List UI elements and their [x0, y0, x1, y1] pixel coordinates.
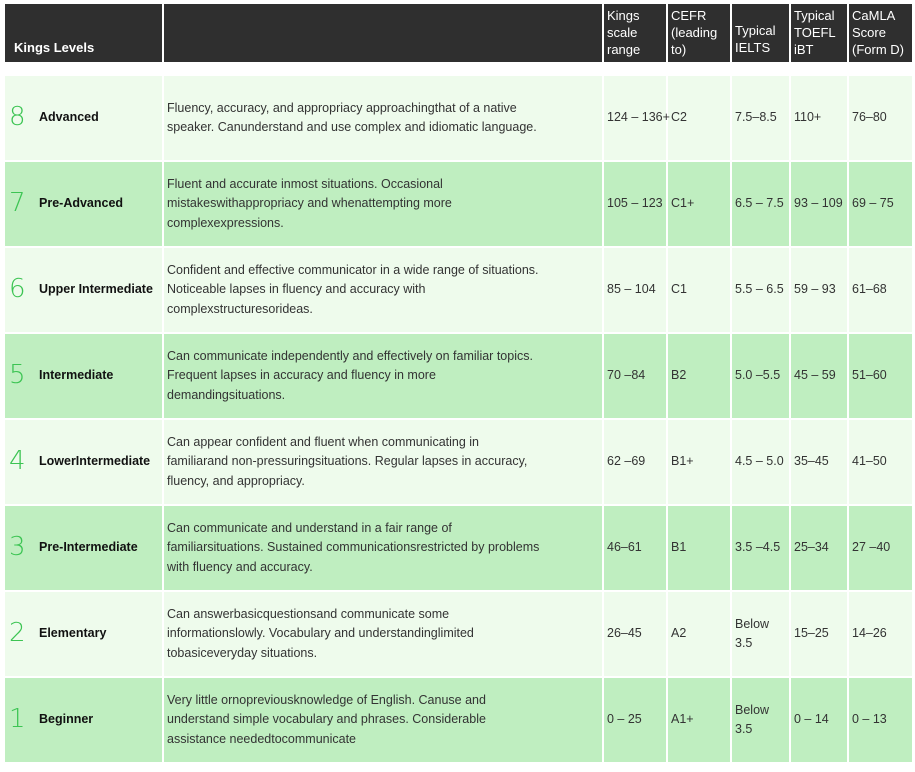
toefl-score: 110+ [791, 76, 847, 162]
ielts-score: 7.5–8.5 [732, 76, 789, 162]
ielts-score: Below 3.5 [732, 592, 789, 678]
kings-range: 26–45 [604, 592, 666, 678]
cefr-level: B2 [668, 334, 730, 420]
cefr-level: C1+ [668, 162, 730, 248]
level-cell [5, 248, 162, 334]
ielts-score: 4.5 – 5.0 [732, 420, 789, 506]
header-levels: Kings Levels [5, 4, 162, 62]
table-row [5, 162, 912, 248]
toefl-score: 93 – 109 [791, 162, 847, 248]
level-description: Can communicate and understand in a fair range of familiarsituations. Sustained communicationsrestricted by problems with fluency and accuracy. [164, 506, 602, 592]
cefr-level: C1 [668, 248, 730, 334]
spacer-row [5, 62, 912, 76]
level-description: Fluency, accuracy, and appropriacy approachingthat of a native speaker. Canunderstand and use complex and idiomatic language. [164, 76, 602, 162]
level-number: 1 [9, 704, 26, 735]
ielts-score: Below 3.5 [732, 678, 789, 764]
level-name: Intermediate [39, 368, 114, 383]
level-description: Can answerbasicquestionsand communicate some informationslowly. Vocabulary and understandinglimited tobasiceveryday situations. [164, 592, 602, 678]
header-row [5, 4, 912, 62]
level-name: Advanced [39, 110, 99, 125]
camla-score: 69 – 75 [849, 162, 912, 248]
table-row [5, 420, 912, 506]
header-ielts: Typical IELTS [732, 4, 789, 62]
toefl-score: 45 – 59 [791, 334, 847, 420]
level-name: Pre-Advanced [39, 196, 124, 211]
toefl-score: 59 – 93 [791, 248, 847, 334]
level-description: Very little ornopreviousknowledge of English. Canuse and understand simple vocabulary and phrases. Considerable assistance neededtocommunicate [164, 678, 602, 764]
level-description: Fluent and accurate inmost situations. Occasional mistakeswithappropriacy and whenattempting more complexexpressions. [164, 162, 602, 248]
header-toefl: Typical TOEFL iBT [791, 4, 847, 62]
table-row [5, 506, 912, 592]
header-camla: CaMLA Score (Form D) [849, 4, 912, 62]
level-cell [5, 76, 162, 162]
cefr-level: A1+ [668, 678, 730, 764]
table-row [5, 248, 912, 334]
camla-score: 0 – 13 [849, 678, 912, 764]
level-number: 8 [9, 102, 26, 133]
kings-range: 105 – 123 [604, 162, 666, 248]
ielts-score: 5.0 –5.5 [732, 334, 789, 420]
camla-score: 51–60 [849, 334, 912, 420]
camla-score: 76–80 [849, 76, 912, 162]
table-row [5, 76, 912, 162]
level-name: Elementary [39, 626, 107, 641]
camla-score: 61–68 [849, 248, 912, 334]
table-row [5, 678, 912, 764]
level-name: Beginner [39, 712, 94, 727]
kings-range: 70 –84 [604, 334, 666, 420]
level-name: LowerIntermediate [39, 454, 151, 469]
table-row [5, 592, 912, 678]
level-number: 7 [9, 188, 26, 219]
level-name: Pre-Intermediate [39, 540, 138, 555]
ielts-score: 6.5 – 7.5 [732, 162, 789, 248]
header-range: Kings scale range [604, 4, 666, 62]
kings-range: 62 –69 [604, 420, 666, 506]
cefr-level: C2 [668, 76, 730, 162]
kings-range: 85 – 104 [604, 248, 666, 334]
level-number: 4 [9, 446, 26, 477]
level-number: 6 [9, 274, 26, 305]
level-number: 5 [9, 360, 26, 391]
toefl-score: 25–34 [791, 506, 847, 592]
cefr-level: B1 [668, 506, 730, 592]
level-number: 2 [9, 618, 26, 649]
kings-range: 0 – 25 [604, 678, 666, 764]
level-cell [5, 592, 162, 678]
cefr-level: A2 [668, 592, 730, 678]
level-description: Can communicate independently and effectively on familiar topics. Frequent lapses in accuracy and fluency in more demandingsituations. [164, 334, 602, 420]
ielts-score: 3.5 –4.5 [732, 506, 789, 592]
header-description [164, 4, 602, 62]
camla-score: 41–50 [849, 420, 912, 506]
table-row [5, 334, 912, 420]
camla-score: 27 –40 [849, 506, 912, 592]
cefr-level: B1+ [668, 420, 730, 506]
header-cefr: CEFR (leading to) [668, 4, 730, 62]
ielts-score: 5.5 – 6.5 [732, 248, 789, 334]
level-number: 3 [9, 532, 26, 563]
kings-range: 124 – 136+ [604, 76, 666, 162]
toefl-score: 35–45 [791, 420, 847, 506]
kings-range: 46–61 [604, 506, 666, 592]
level-description: Confident and effective communicator in a wide range of situations. Noticeable lapses in fluency and accuracy with complexstructuresorideas. [164, 248, 602, 334]
toefl-score: 0 – 14 [791, 678, 847, 764]
level-cell [5, 678, 162, 764]
level-cell [5, 420, 162, 506]
level-cell [5, 334, 162, 420]
camla-score: 14–26 [849, 592, 912, 678]
toefl-score: 15–25 [791, 592, 847, 678]
level-description: Can appear confident and fluent when communicating in familiarand non-pressuringsituations. Regular lapses in accuracy, fluency, and appropriacy. [164, 420, 602, 506]
level-cell [5, 506, 162, 592]
level-name: Upper Intermediate [39, 282, 153, 297]
levels-table [3, 4, 914, 764]
level-cell [5, 162, 162, 248]
